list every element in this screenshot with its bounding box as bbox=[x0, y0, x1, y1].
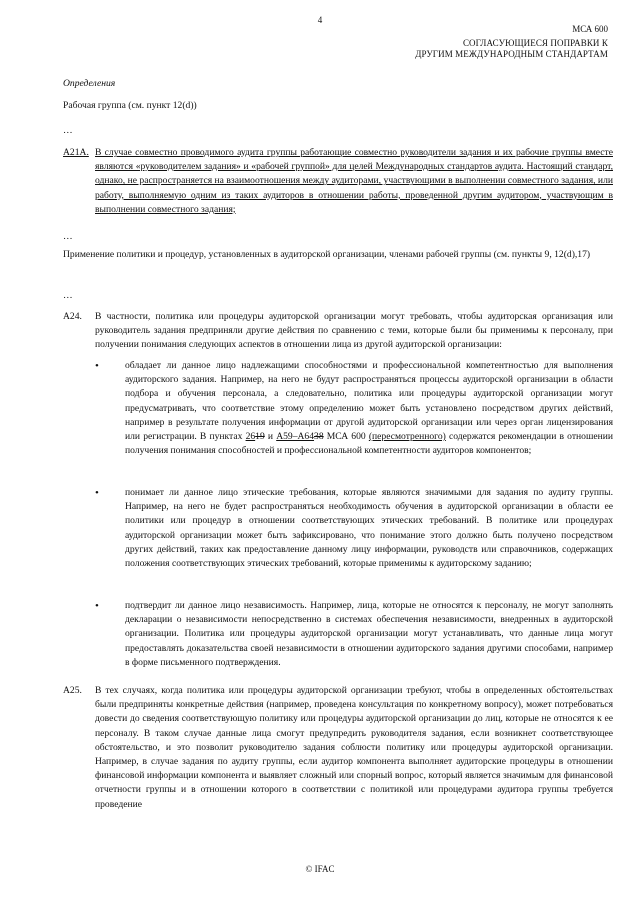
document-code: МСА 600 bbox=[572, 24, 608, 34]
paragraph-a24-bullet3: подтвердит ли данное лицо независимость. Например, лица, которые не относятся к персоналу, не могут заполнять декларации о независимости непосредственно в системах обеспечения независимости, внедренных в аудиторской организации. Политика или процедуры аудиторской организации могут устанавливать, что данные лица могут предоставлять доказательства своей независимости в отношении аудиторского задания другими способами, например в форме письменного подтверждения. bbox=[125, 600, 613, 668]
paragraph-a24-intro: В частности, политика или процедуры аудиторской организации могут требовать, чтобы аудиторская организация или руководитель задания предприняли другие действия по сравнению с теми, которые были бы применимы к персоналу, при получении понимания следующих аспектов в отношении лица из другой аудиторской организации: bbox=[95, 311, 613, 351]
paragraph-number-a25: A25. bbox=[63, 685, 82, 696]
paragraph-a25: В тех случаях, когда политика или процедуры аудиторской организации требуют, чтобы в определенных обстоятельствах были предприняты конкретные действия (например, проведена консультация по конкретному вопросу), может потребоваться довести до сведения соответствующую политику или процедуры аудиторской организации до лиц, которые не относятся к ее персоналу. В таком случае данные лица смогут предупредить руководителя задания, если возникнет соответствующее обстоятельство, и это позволит руководителю задания соблюсти политику или процедуры аудиторской организации. Например, в случае задания по аудиту группы, если аудитор компонента выполняет аудиторские процедуры в отношении финансовой информации компонента и выявляет сложный или спорный вопрос, который является значимым для финансовой отчетности группы и в отношении которого в соответствии с политикой или процедурами аудитора группы требуется проведение bbox=[95, 685, 613, 810]
bullet1-conjunction: и bbox=[264, 431, 277, 443]
page-number: 4 bbox=[317, 15, 323, 25]
paragraph-number-a21a: A21A. bbox=[63, 147, 89, 158]
application-heading: Применение политики и процедур, установленных в аудиторской организации, членами рабочей группы (см. пункты 9, 12(d),17) bbox=[63, 249, 591, 260]
bullet-icon: • bbox=[95, 360, 99, 372]
paragraph-a24-bullet1 bbox=[125, 359, 613, 458]
paragraph-a24-bullet2: понимает ли данное лицо этические требования, которые являются значимыми для задания по аудиту группы. Например, на него не будет распространяться необходимость обучения в аудиторской организации в области ее политики или процедур в отношении соответствующих этических требований. В политике или процедурах аудиторской организации может быть зафиксировано, что понимание этого должно быть получено посредством других действий, таких как предоставление данному лицу информации, руководств или справочников, содержащих положения соответствующих этических требований, которые применимы к аудиторскому заданию; bbox=[125, 487, 613, 570]
reference-deleted: 19 bbox=[255, 431, 265, 443]
reference-deleted: 38 bbox=[314, 431, 324, 443]
ellipsis: … bbox=[63, 231, 73, 242]
running-header bbox=[415, 38, 608, 60]
footer-copyright: © IFAC bbox=[305, 864, 335, 874]
definitions-heading: Определения bbox=[63, 78, 116, 89]
bullet1-text-end: содержатся рекомендации в отношении получения понимания способностей и профессиональной компетентности аудиторов компонентов; bbox=[125, 431, 613, 457]
bullet-icon: • bbox=[95, 600, 99, 612]
reference-new: A59–A64 bbox=[276, 431, 315, 443]
paragraph-number-a24: A24. bbox=[63, 311, 82, 322]
revised-label: (пересмотренного) bbox=[368, 431, 446, 443]
bullet1-text-start: обладает ли данное лицо надлежащими способностями и профессиональной компетентностью для выполнения аудиторского задания. Например, на него не будут распространяться процессы аудиторской организации в области подбора и обучения персонала, а следовательно, политика или процедуры аудиторской организации могут предусматривать, что соответствие этому определению может быть установлено посредством других действий, например в результате получения информации от другой аудиторской организации или через орган лицензирования или регистрации. В пунктах bbox=[125, 360, 613, 443]
ellipsis: … bbox=[63, 290, 73, 301]
definition-term: Рабочая группа (см. пункт 12(d)) bbox=[63, 100, 197, 111]
ellipsis: … bbox=[63, 125, 73, 136]
running-header-line1: СОГЛАСУЮЩИЕСЯ ПОПРАВКИ К bbox=[462, 38, 608, 48]
bullet-icon: • bbox=[95, 487, 99, 499]
running-header-line2: ДРУГИМ МЕЖДУНАРОДНЫМ СТАНДАРТАМ bbox=[415, 49, 608, 59]
reference-new: 26 bbox=[245, 431, 256, 443]
paragraph-a21a: В случае совместно проводимого аудита группы работающие совместно руководители задания и их рабочие группы вместе являются «руководителем задания» и «рабочей группой» для целей Международных стандартов аудита. Настоящий стандарт, однако, не распространяется на взаимоотношения между аудиторами, участвующими в выполнении совместного задания, или работу, выполняемую одним из таких аудиторов в отношении работы, проведенной другим аудитором, участвующим в выполнении совместного задания; bbox=[95, 147, 613, 215]
bullet1-standard: МСА 600 bbox=[323, 431, 369, 443]
